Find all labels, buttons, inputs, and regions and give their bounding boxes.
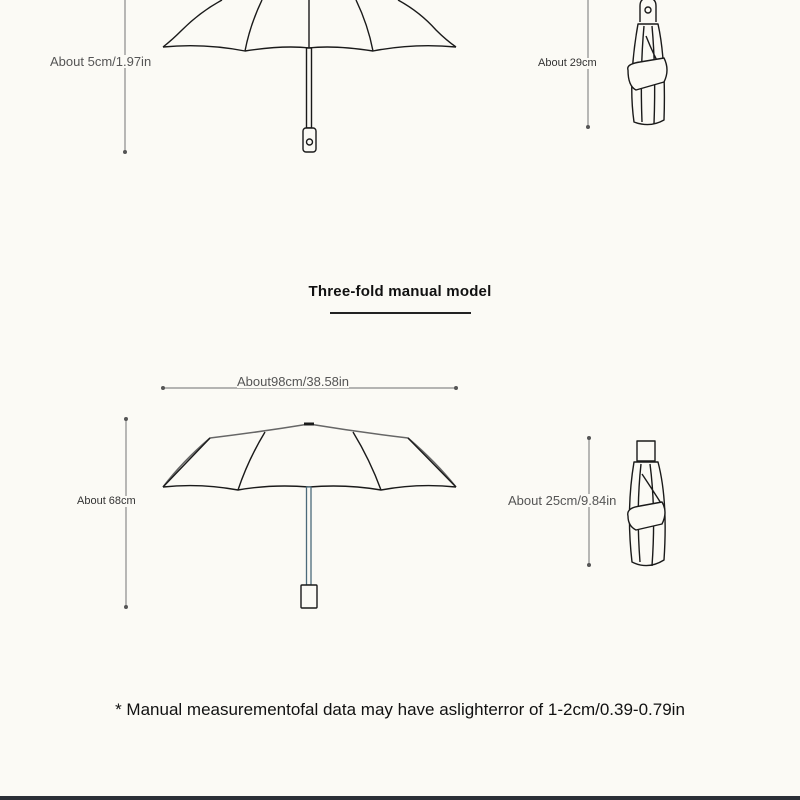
top-folded-umbrella (628, 0, 667, 125)
manual-folded-umbrella (628, 441, 665, 566)
top-height-label: About 5cm/1.97in (50, 54, 152, 69)
manual-folded-handle (637, 441, 655, 461)
title-underline (330, 312, 471, 314)
width-label: About98cm/38.58in (237, 374, 350, 389)
top-shaft (307, 48, 312, 128)
bottom-edge-bar (0, 796, 800, 800)
top-open-umbrella (163, 0, 456, 152)
measurement-footnote: * Manual measurementofal data may have aslighterror of 1-2cm/0.39-0.79in (115, 700, 685, 719)
folded-length-label: About 25cm/9.84in (508, 493, 617, 508)
top-folded-handle (640, 0, 656, 22)
height-dimension (124, 417, 128, 609)
manual-open-umbrella (163, 424, 456, 608)
top-handle (303, 128, 316, 152)
top-folded-label: About 29cm (538, 57, 597, 69)
top-height-dimension (123, 0, 127, 154)
manual-canopy-outline (163, 424, 456, 487)
manual-shaft (307, 487, 312, 585)
section-title: Three-fold manual model (308, 283, 492, 300)
height-label: About 68cm (77, 495, 136, 507)
manual-handle (301, 585, 317, 608)
top-canopy-ribs (245, 0, 373, 51)
